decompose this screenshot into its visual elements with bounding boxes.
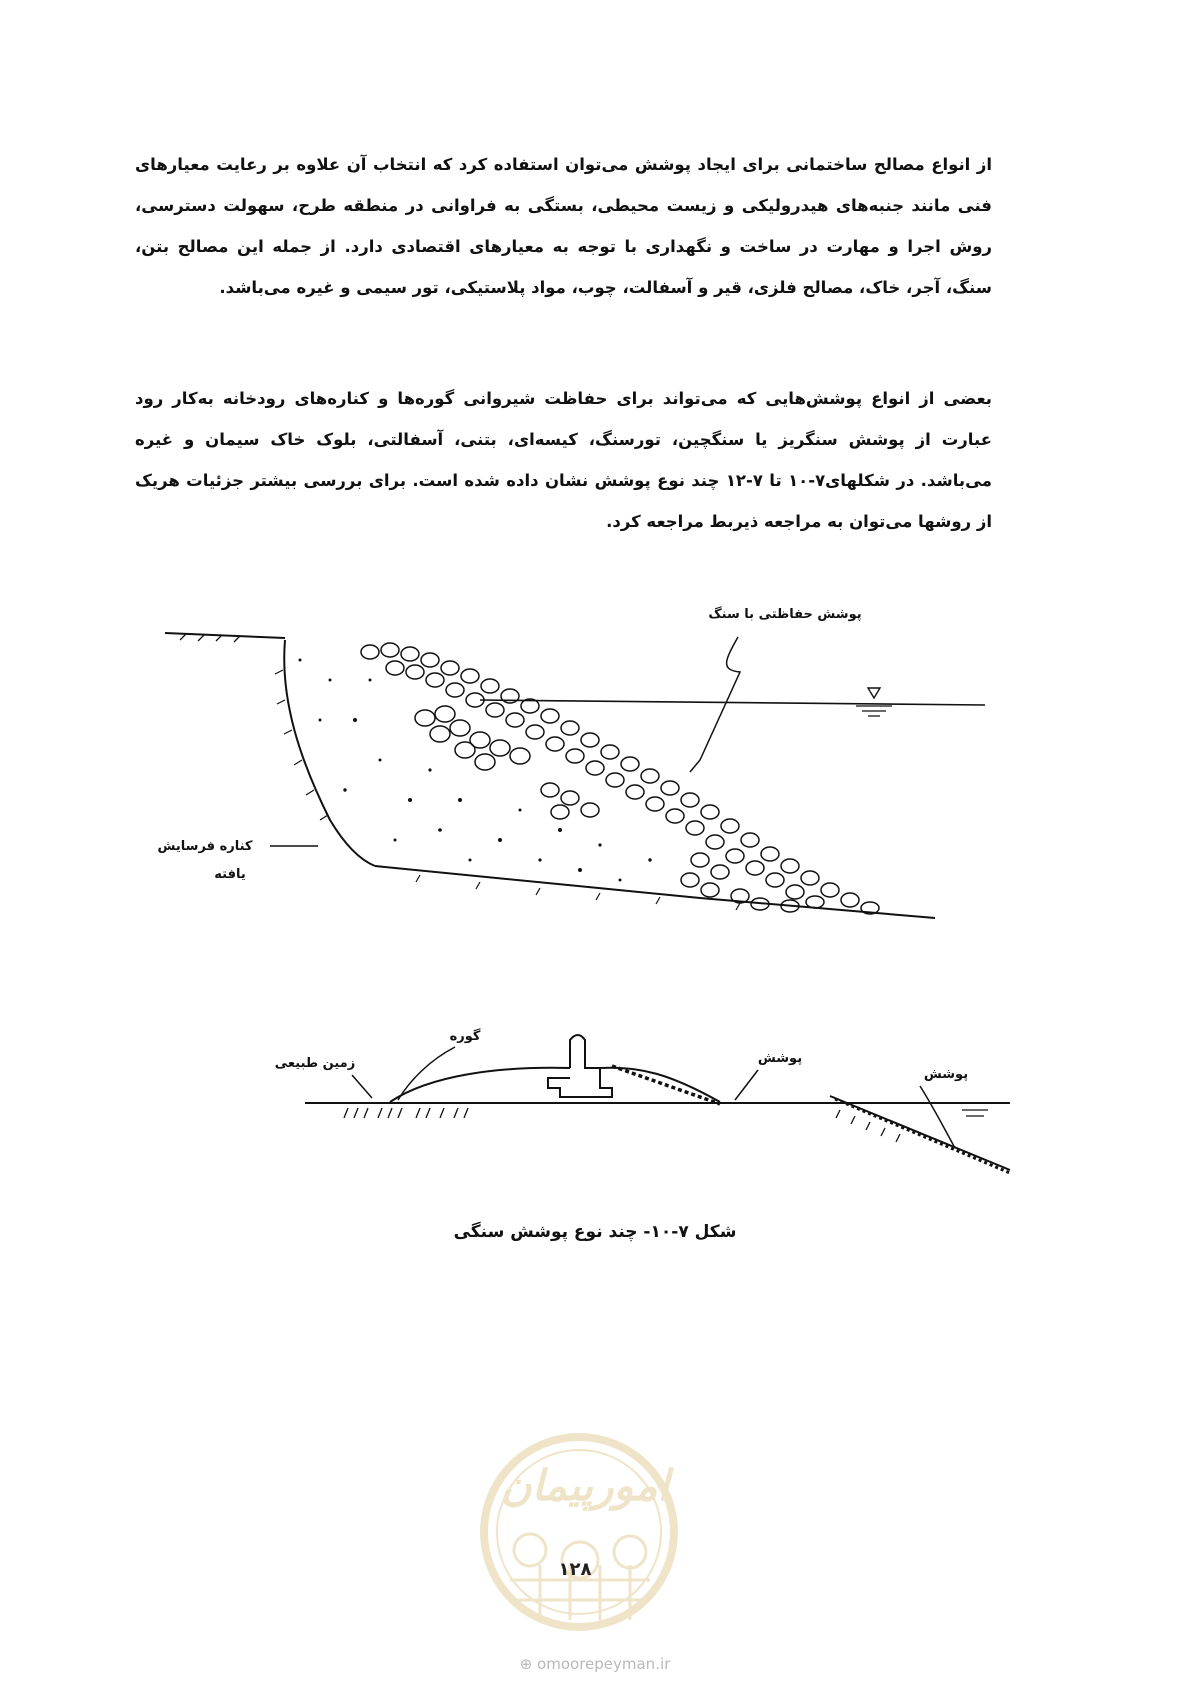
watermark-url-text: omoorepeyman.ir — [537, 1655, 671, 1673]
watermark-logo-text: امورپیمان — [500, 1461, 670, 1510]
figure-caption: شکل ۷-۱۰- چند نوع پوشش سنگی — [453, 1222, 737, 1242]
label-cover-1: پوشش — [757, 1051, 803, 1066]
label-levee: گوره — [449, 1029, 481, 1044]
label-eroded-bank-line2: یافته — [214, 867, 246, 882]
levee-diagram — [305, 1035, 1010, 1173]
paragraph-cover-types: بعضی از انواع پوشش‌هایی که می‌تواند برای حفاظت شیروانی گوره‌ها و کناره‌های رودخانه به‌کار رود عبارت از پوشش سنگریز یا سنگچین، تورسنگ، کیسه‌ای، بتنی، آسفالتی، بلوک خاک سیمان و غیره می‌باشد. در شکلهای۷-۱۰ تا ۷-۱۲ چند نوع پوشش نشان داده شده است. برای بررسی بیشتر جزئیات هریک از روشها می‌توان به مراجعه ذیربط مراجعه کرد. — [135, 389, 992, 531]
label-cover-2: پوشش — [923, 1067, 969, 1082]
eroded-bank-diagram — [165, 633, 985, 918]
page-number: ۱۲۸ — [558, 1559, 592, 1580]
paragraph-materials: از انواع مصالح ساختمانی برای ایجاد پوشش می‌توان استفاده کرد که انتخاب آن علاوه بر رعایت معیارهای فنی مانند جنبه‌های هیدرولیکی و زیست محیطی، بستگی به فراوانی در منطقه طرح، سهولت دسترسی، روش اجرا و مهارت در ساخت و نگهداری با توجه به معیارهای اقتصادی دارد. از جمله این مصالح بتن، سنگ، آجر، خاک، مصالح فلزی، قیر و آسفالت، چوب، مواد پلاستیکی، تور سیمی و غیره می‌باشد. — [135, 155, 992, 297]
label-stone-cover: پوشش حفاظتی با سنگ — [708, 607, 862, 622]
watermark-logo — [484, 1437, 675, 1627]
web-icon: ⊕ — [519, 1655, 533, 1673]
label-eroded-bank-line1: کناره فرسایش — [157, 839, 253, 854]
label-natural-ground: زمین طبیعی — [274, 1056, 356, 1071]
watermark-url — [0, 1655, 1190, 1673]
